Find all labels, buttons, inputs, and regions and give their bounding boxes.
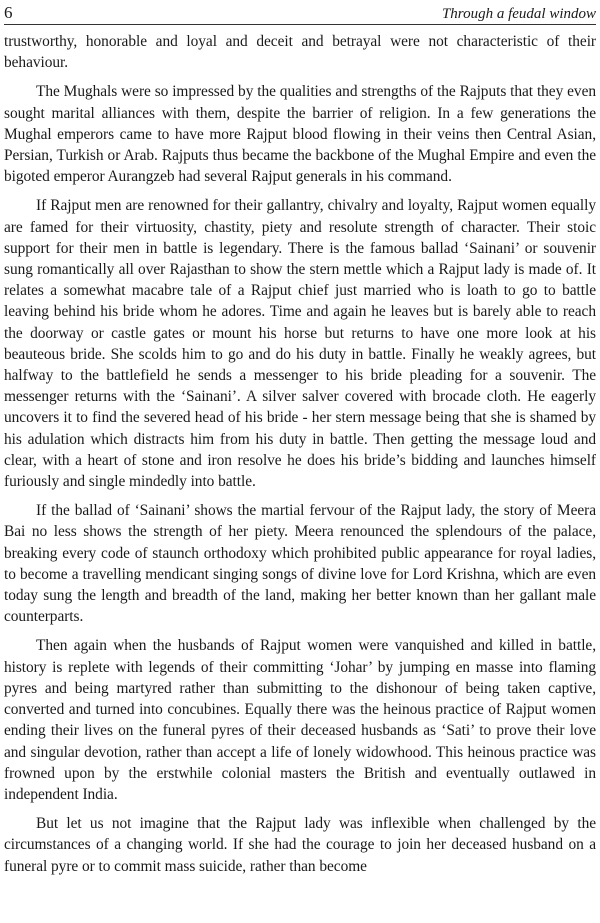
paragraph-mughal-alliances: The Mughals were so impressed by the qualities and strengths of the Rajputs that they even sought marital alliances with them, despite the barrier of religion. In a few generations the Mughal emperors came to have more Rajput blood flowing in their veins then Central Asian, Persian, Turkish or Arab. Rajputs thus became the backbone of the Mughal Empire and even the bigoted emperor Aurangzeb had several Rajput generals in his command.: [4, 83, 596, 186]
running-head: [4, 4, 596, 25]
paragraph-sainani-ballad: If Rajput men are renowned for their gallantry, chivalry and loyalty, Rajput women equally are famed for their virtuosity, chastity, piety and resolute strength of character. Their stoic support for their men in battle is legendary. There is the famous ballad ‘Sainani’ or souvenir sung romantically all over Rajasthan to show the stern mettle which a Rajput lady is made of. It relates a somewhat macabre tale of a Rajput chief just married who is loath to go to battle leaving behind his bride whom he adores. Time and again he leaves but is barely able to reach the doorway or castle gates or mount his horse but returns to have one more look at his beauteous bride. She scolds him to go and do his duty in battle. Finally he weakly agrees, but halfway to the battlefield he sends a messenger to his bride pleading for a souvenir. The messenger returns with the ‘Sainani’. A silver salver covered with brocade cloth. He eagerly uncovers it to find the severed head of his bride - her stern message being that she is shamed by his adulation which distracts him from his duty in battle. Then getting the message loud and clear, with a heart of stone and iron resolve he does his bride’s bidding and launches himself furiously and single mindedly into battle.: [4, 197, 596, 491]
paragraph-changing-world: But let us not imagine that the Rajput lady was inflexible when challenged by the circumstances of a changing world. If she had the courage to join her deceased husband on a funeral pyre or to commit mass suicide, rather than become: [4, 815, 596, 875]
paragraph-continuation: trustworthy, honorable and loyal and deceit and betrayal were not characteristic of their behaviour.: [4, 33, 596, 72]
paragraph-meera-bai: If the ballad of ‘Sainani’ shows the martial fervour of the Rajput lady, the story of Meera Bai no less shows the strength of her piety. Meera renounced the splendours of the palace, breaking every code of staunch orthodoxy which prohibited public appearance for royal ladies, to become a travelling mendicant singing songs of divine love for Lord Krishna, which are even today sung the length and breadth of the land, making her better known than her gallant male counterparts.: [4, 502, 596, 626]
page-number: 6: [4, 3, 13, 22]
paragraph-johar-sati: Then again when the husbands of Rajput women were vanquished and killed in battle, history is replete with legends of their committing ‘Johar’ by jumping en masse into flaming pyres and being martyred rather than submitting to the dishonour of being taken captive, converted and turned into concubines. Equally there was the heinous practice of Rajput women ending their lives on the funeral pyres of their deceased husbands as ‘Sati’ to prove their love and singular devotion, rather than accept a life of lonely widowhood. This heinous practice was frowned upon by the erstwhile colonial masters the British and eventually outlawed in independent India.: [4, 637, 596, 803]
body-text: [4, 31, 596, 877]
running-title: Through a feudal window: [441, 6, 596, 22]
